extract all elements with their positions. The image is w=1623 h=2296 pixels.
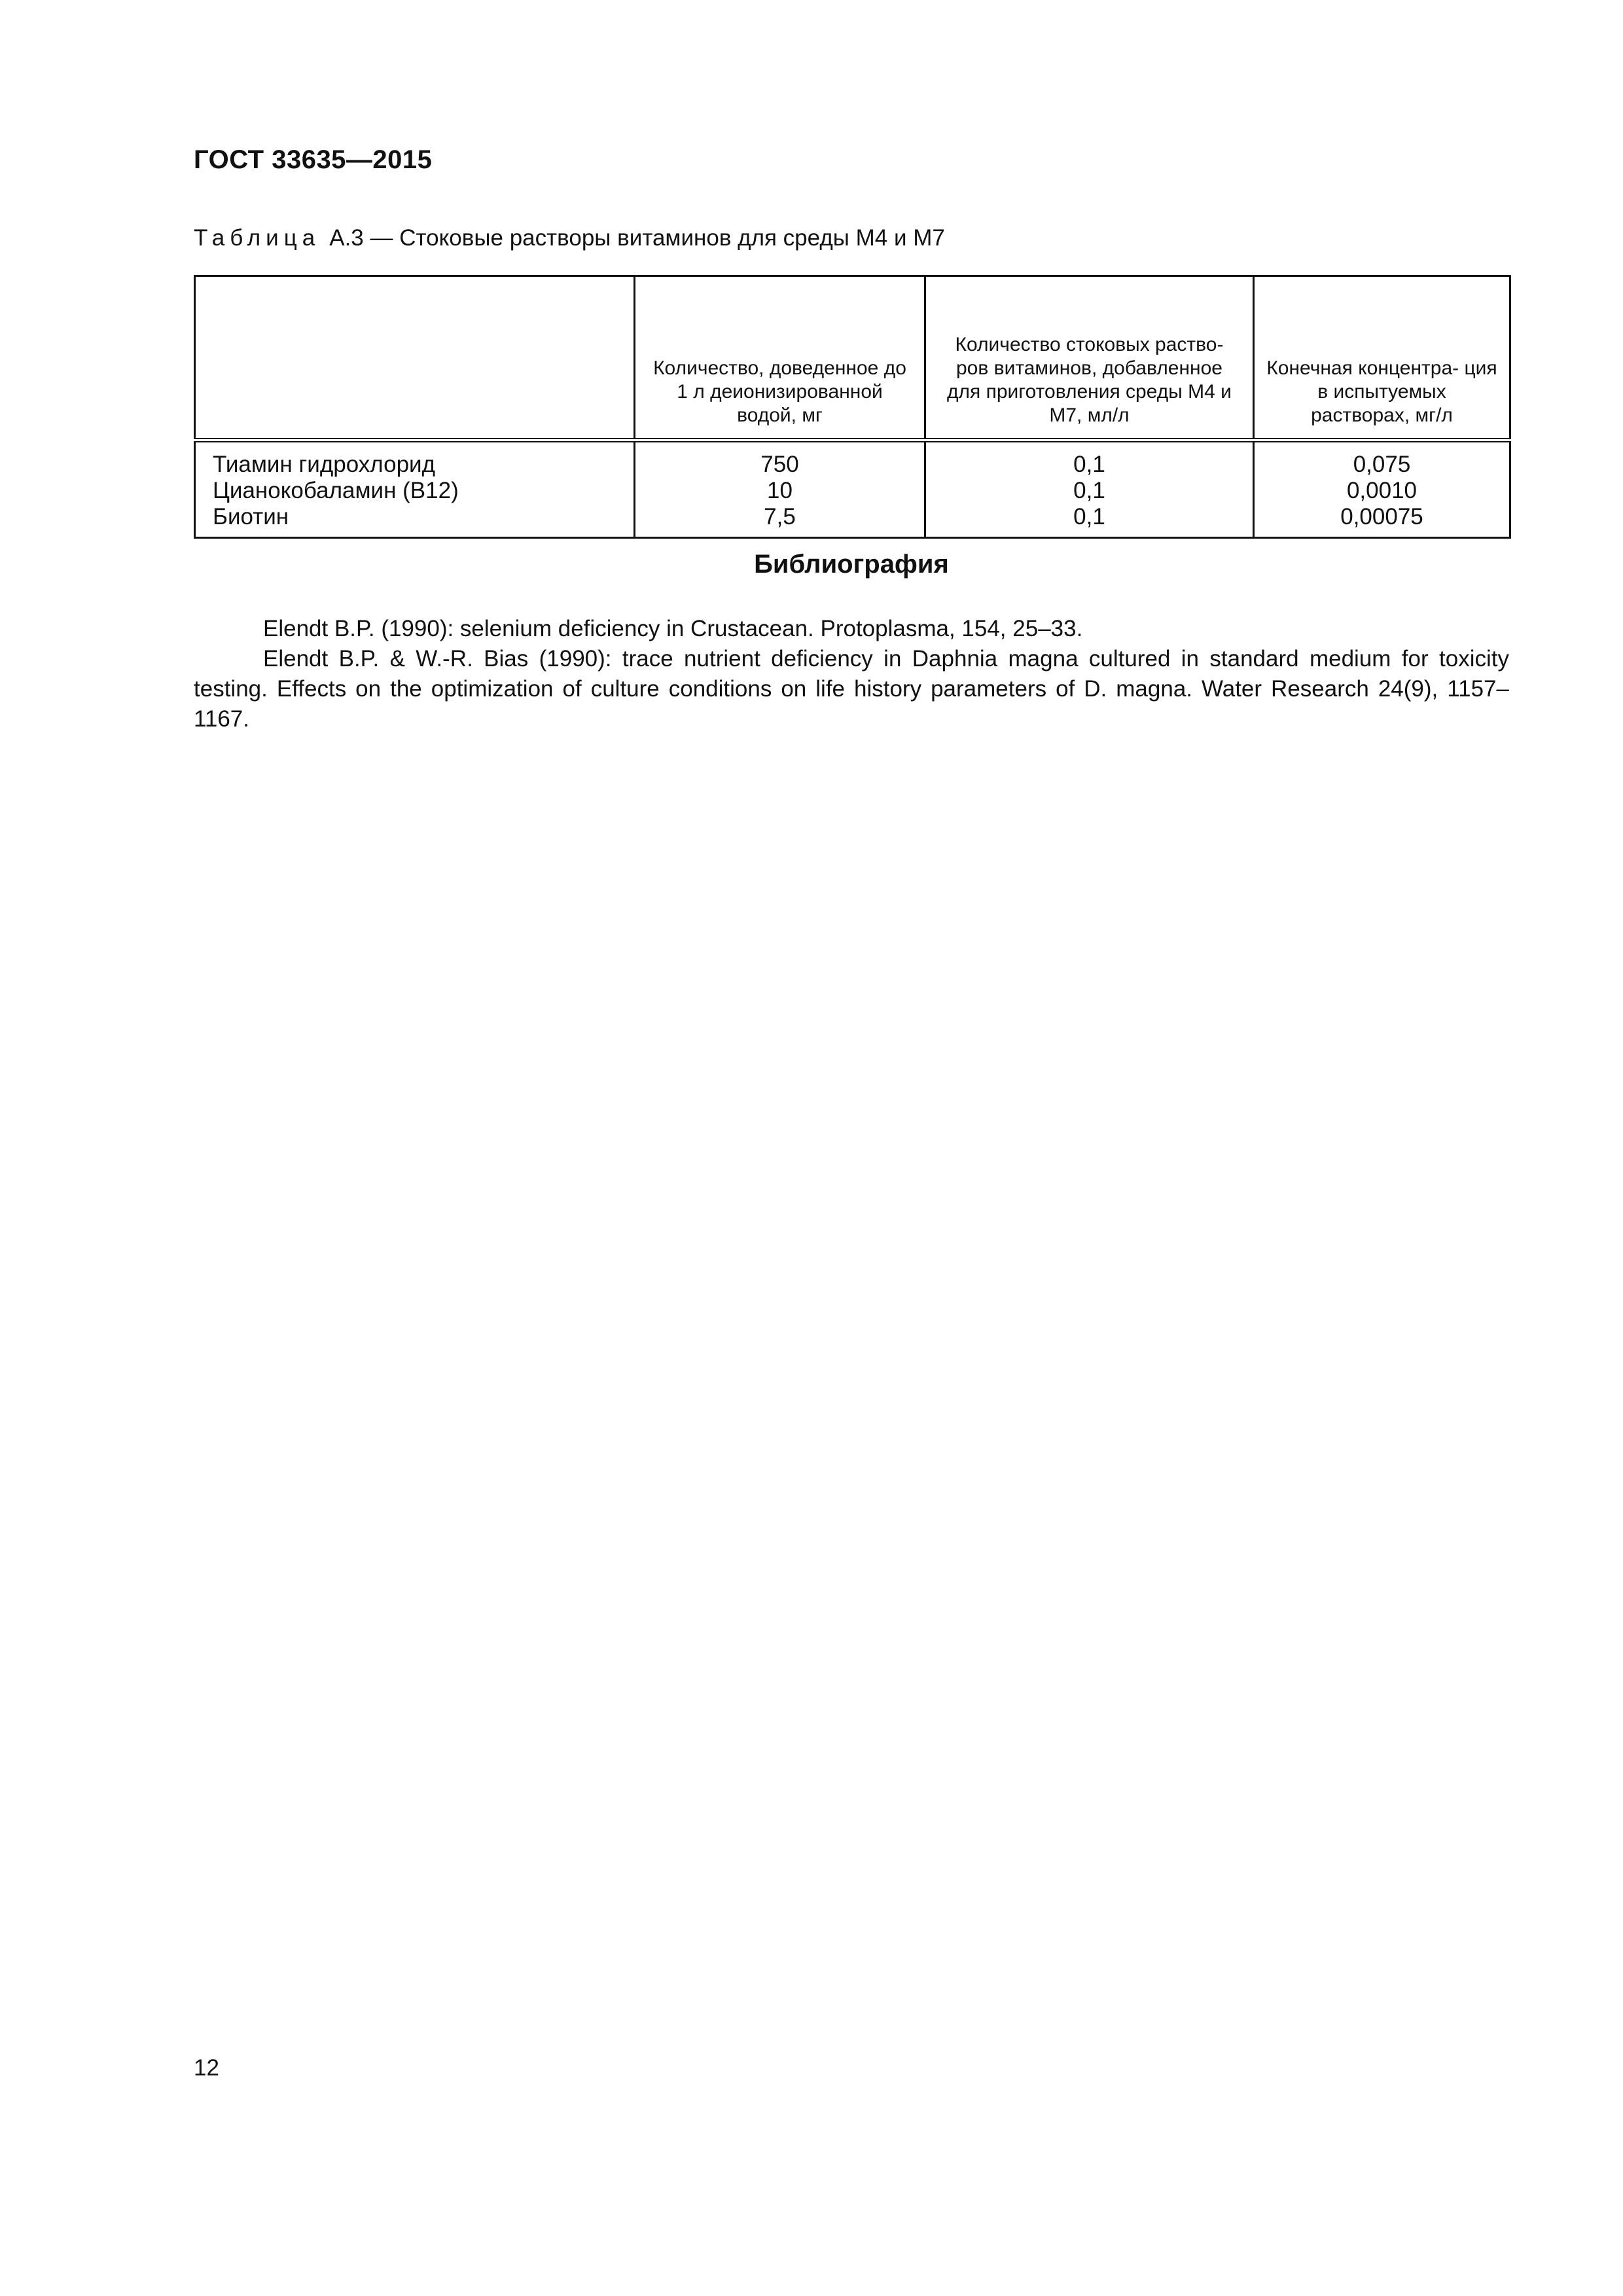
header-amount-column: [635, 276, 925, 440]
header-amount-line: водой, мг: [737, 404, 823, 426]
amount-value: 7,5: [764, 504, 796, 529]
bibliography-entry: Elendt B.P. & W.-R. Bias (1990): trace nutrient deficiency in Daphnia magna cultured in standard medium for toxicity testing. Effects on the optimization of culture conditions on life history parameters of D. magna. Water Research 24(9), 1157–1167.: [194, 646, 1509, 732]
header-final-line: ция в испытуемых: [1317, 357, 1497, 403]
table-caption-label: Таблица: [194, 225, 321, 251]
header-final-line: растворах, мг/л: [1311, 404, 1453, 426]
stock-volume-value: 0,1: [1073, 452, 1105, 477]
header-stock-volume-column: [925, 276, 1254, 440]
bibliography-entry: Elendt B.P. (1990): selenium deficiency in Crustacean. Protoplasma, 154, 25–33.: [263, 616, 1083, 641]
header-stock-line: ров витаминов, добавленное: [956, 357, 1222, 379]
header-stock-line: М4 и М7,: [1049, 381, 1232, 426]
table-caption: [194, 225, 945, 251]
final-concentration-cell: [1254, 440, 1510, 538]
header-amount-line: до 1 л деионизированной: [677, 357, 906, 403]
stock-volume-value: 0,1: [1073, 478, 1105, 503]
header-stock-line: Количество стоковых раство-: [955, 334, 1224, 355]
header-stock-line: мл/л: [1087, 404, 1130, 426]
bibliography-title: Библиография: [754, 550, 949, 579]
header-final-line: Конечная концентра-: [1266, 357, 1459, 379]
final-concentration-value: 0,00075: [1340, 504, 1423, 529]
final-concentration-value: 0,0010: [1346, 478, 1418, 503]
amount-value: 10: [767, 478, 793, 503]
vitamin-name: Цианокобаламин (В12): [213, 478, 459, 503]
document-header: ГОСТ 33635—2015: [194, 145, 433, 174]
vitamin-names-cell: [195, 440, 635, 538]
table-body-row: [195, 440, 1510, 538]
table-header-row: [195, 276, 1510, 440]
table-caption-text: А.3 — Стоковые растворы витаминов для среды М4 и М7: [329, 225, 945, 251]
stock-volume-cell: [925, 440, 1254, 538]
header-final-concentration-column: [1254, 276, 1510, 440]
amount-cell: [635, 440, 925, 538]
final-concentration-value: 0,075: [1353, 452, 1411, 477]
header-stock-line: для приготовления среды: [947, 381, 1183, 403]
vitamin-name: Тиамин гидрохлорид: [213, 452, 436, 477]
page-number: 12: [194, 2055, 219, 2081]
header-name-column: [195, 276, 635, 440]
stock-volume-value: 0,1: [1073, 504, 1105, 529]
amount-value: 750: [760, 452, 799, 477]
bibliography-list: [194, 614, 1509, 734]
header-amount-line: Количество, доведенное: [653, 357, 879, 379]
vitamin-stock-table: [194, 275, 1511, 539]
vitamin-name: Биотин: [213, 504, 289, 529]
